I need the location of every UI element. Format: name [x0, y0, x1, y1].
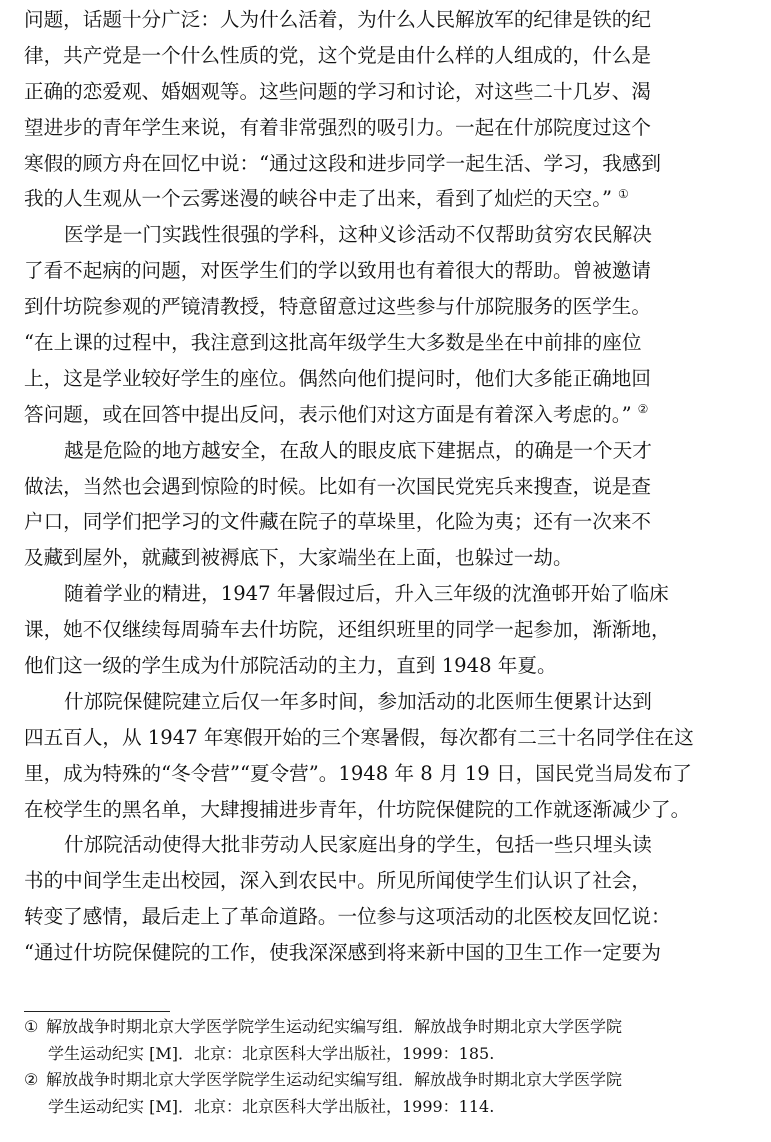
- body-line-with-note: [24, 181, 750, 217]
- body-line-text: 答问题，或在回答中提出反问，表示他们对这方面是有着深入考虑的。”: [24, 402, 632, 426]
- footnote-1-continuation: 学生运动纪实 [M]．北京：北京医科大学出版社，1999：185.: [48, 1043, 495, 1063]
- body-line: 上，这是学业较好学生的座位。偶然向他们提问时，他们大多能正确地回: [24, 366, 651, 390]
- body-line: 在校学生的黑名单，大肆搜捕进步青年，什坊院保健院的工作就逐渐减少了。: [24, 797, 691, 821]
- paragraph-start: 越是危险的地方越安全，在敌人的眼皮底下建据点，的确是一个天才: [64, 438, 652, 462]
- paragraph-start: 随着学业的精进，1947 年暑假过后，升入三年级的沈渔邨开始了临床: [64, 582, 669, 606]
- body-line: 户口，同学们把学习的文件藏在院子的草垛里，化险为夷；还有一次来不: [24, 510, 651, 534]
- body-line: 了看不起病的问题，对医学生们的学以致用也有着很大的帮助。曾被邀请: [24, 259, 651, 283]
- body-line: 书的中间学生走出校园，深入到农民中。所见所闻使学生们认识了社会，: [24, 869, 651, 893]
- paragraph-start: 医学是一门实践性很强的学科，这种义诊活动不仅帮助贫穷农民解决: [64, 223, 652, 247]
- body-line: “在上课的过程中，我注意到这批高年级学生大多数是坐在中前排的座位: [24, 331, 642, 355]
- body-line: 四五百人，从 1947 年寒假开始的三个寒暑假，每次都有二三十名同学住在这: [24, 725, 694, 749]
- body-line: 到什坊院参观的严镜清教授，特意留意过这些参与什邡院服务的医学生。: [24, 295, 651, 319]
- footnote-divider: [24, 1011, 170, 1012]
- footnotes: [24, 1014, 754, 1120]
- footnote-reference-2[interactable]: ②: [637, 402, 649, 417]
- body-line: 正确的恋爱观、婚姻观等。这些问题的学习和讨论，对这些二十几岁、渴: [24, 79, 651, 103]
- footnote-text: 解放战争时期北京大学医学院学生运动纪实编写组．解放战争时期北京大学医学院: [46, 1017, 623, 1036]
- body-line: 寒假的顾方舟在回忆中说：“通过这段和进步同学一起生活、学习，我感到: [24, 151, 662, 175]
- footnote-1: [24, 1014, 754, 1041]
- body-line: 课，她不仅继续每周骑车去什坊院，还组织班里的同学一起参加，渐渐地，: [24, 618, 671, 642]
- body-line: 做法，当然也会遇到惊险的时候。比如有一次国民党宪兵来搜查，说是查: [24, 474, 651, 498]
- footnote-2: [24, 1067, 754, 1094]
- paragraph-start: 什邡院活动使得大批非劳动人民家庭出身的学生，包括一些只埋头读: [64, 833, 652, 857]
- body-line-with-note: [24, 397, 750, 433]
- body-line: 及藏到屋外，就藏到被褥底下，大家端坐在上面，也躲过一劫。: [24, 546, 573, 570]
- body-text: [24, 2, 750, 971]
- footnote-reference-1[interactable]: ①: [618, 186, 629, 201]
- body-line: 他们这一级的学生成为什邡院活动的主力，直到 1948 年夏。: [24, 654, 557, 678]
- footnote-marker: ②: [24, 1070, 39, 1089]
- body-line-text: 我的人生观从一个云雾迷漫的峡谷中走了出来，看到了灿烂的天空。”: [24, 187, 613, 211]
- footnote-marker: ①: [24, 1017, 39, 1036]
- body-line: “通过什坊院保健院的工作，使我深深感到将来新中国的卫生工作一定要为: [24, 941, 662, 965]
- body-line: 转变了感情，最后走上了革命道路。一位参与这项活动的北医校友回忆说：: [24, 905, 671, 929]
- body-line: 望进步的青年学生来说，有着非常强烈的吸引力。一起在什邡院度过这个: [24, 115, 651, 139]
- paragraph-start: 什邡院保健院建立后仅一年多时间，参加活动的北医师生便累计达到: [64, 689, 652, 713]
- footnote-text: 解放战争时期北京大学医学院学生运动纪实编写组．解放战争时期北京大学医学院: [46, 1070, 623, 1089]
- body-line: 问题，话题十分广泛：人为什么活着，为什么人民解放军的纪律是铁的纪: [24, 8, 651, 31]
- body-line: 律，共产党是一个什么性质的党，这个党是由什么样的人组成的，什么是: [24, 43, 651, 67]
- footnote-2-continuation: 学生运动纪实 [M]．北京：北京医科大学出版社，1999：114.: [48, 1096, 495, 1116]
- body-line: 里，成为特殊的“冬令营”“夏令营”。1948 年 8 月 19 日，国民党当局发布了: [24, 761, 692, 785]
